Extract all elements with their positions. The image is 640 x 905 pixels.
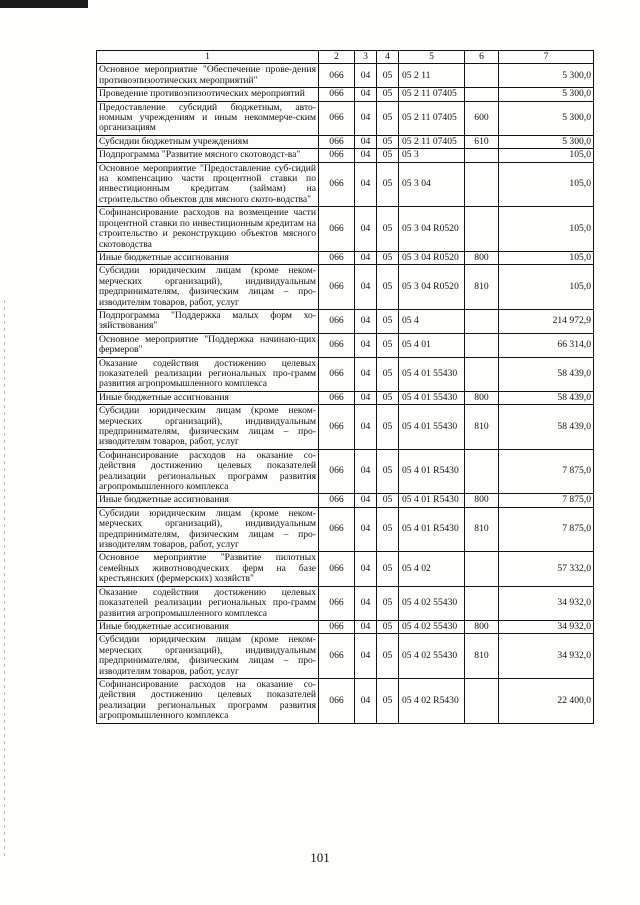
row-admin-code: 066	[319, 357, 355, 391]
row-expense-type: 800	[465, 494, 499, 507]
row-amount: 105,0	[499, 162, 594, 207]
row-subsection: 05	[377, 309, 399, 333]
row-admin-code: 066	[319, 88, 355, 101]
row-admin-code: 066	[319, 507, 355, 552]
row-amount: 34 932,0	[499, 634, 594, 679]
row-expense-type	[465, 64, 499, 88]
row-admin-code: 066	[319, 678, 355, 723]
budget-table	[96, 50, 594, 724]
row-admin-code: 066	[319, 552, 355, 586]
row-expense-type	[465, 88, 499, 101]
row-amount: 57 332,0	[499, 552, 594, 586]
row-name: Иные бюджетные ассигнования	[97, 620, 319, 633]
row-section: 04	[355, 101, 377, 135]
row-target-code: 05 4 01 55430	[399, 391, 465, 404]
row-target-code: 05 4 02 55430	[399, 634, 465, 679]
row-admin-code: 066	[319, 309, 355, 333]
row-admin-code: 066	[319, 620, 355, 633]
row-target-code: 05 4 02 55430	[399, 620, 465, 633]
table-row	[97, 64, 594, 88]
row-name: Иные бюджетные ассигнования	[97, 494, 319, 507]
row-amount: 7 875,0	[499, 494, 594, 507]
row-amount: 58 439,0	[499, 391, 594, 404]
row-admin-code: 066	[319, 333, 355, 357]
row-target-code: 05 3 04 R0520	[399, 265, 465, 310]
row-expense-type	[465, 449, 499, 494]
row-admin-code: 066	[319, 494, 355, 507]
row-name: Субсидии юридическим лицам (кроме неком-мерческих организаций), индивидуальным предпринимателям, физическим лицам – про-изводителям товаров, работ, услуг	[97, 634, 319, 679]
row-section: 04	[355, 449, 377, 494]
table-row	[97, 620, 594, 633]
row-amount: 105,0	[499, 149, 594, 162]
table-row	[97, 135, 594, 148]
table-row	[97, 634, 594, 679]
row-admin-code: 066	[319, 251, 355, 264]
row-target-code: 05 2 11	[399, 64, 465, 88]
row-section: 04	[355, 586, 377, 620]
header-col-4: 4	[377, 51, 399, 64]
row-name: Субсидии бюджетным учреждениям	[97, 135, 319, 148]
scan-edge-line	[4, 300, 5, 860]
row-section: 04	[355, 507, 377, 552]
row-section: 04	[355, 265, 377, 310]
table-row	[97, 507, 594, 552]
row-expense-type	[465, 586, 499, 620]
row-admin-code: 066	[319, 405, 355, 450]
row-subsection: 05	[377, 64, 399, 88]
row-target-code: 05 3 04	[399, 162, 465, 207]
row-subsection: 05	[377, 207, 399, 252]
header-col-2: 2	[319, 51, 355, 64]
row-amount: 34 932,0	[499, 620, 594, 633]
row-subsection: 05	[377, 251, 399, 264]
table-row	[97, 405, 594, 450]
row-name: Иные бюджетные ассигнования	[97, 251, 319, 264]
row-expense-type: 810	[465, 507, 499, 552]
row-subsection: 05	[377, 265, 399, 310]
row-expense-type	[465, 357, 499, 391]
row-subsection: 05	[377, 149, 399, 162]
table-row	[97, 586, 594, 620]
row-expense-type: 600	[465, 101, 499, 135]
row-name: Подпрограмма "Развитие мясного скотоводст-ва"	[97, 149, 319, 162]
row-amount: 5 300,0	[499, 135, 594, 148]
row-target-code: 05 4 02	[399, 552, 465, 586]
row-subsection: 05	[377, 586, 399, 620]
row-section: 04	[355, 494, 377, 507]
row-subsection: 05	[377, 135, 399, 148]
row-target-code: 05 4 01 55430	[399, 405, 465, 450]
row-subsection: 05	[377, 333, 399, 357]
row-expense-type	[465, 207, 499, 252]
row-target-code: 05 4 01	[399, 333, 465, 357]
row-section: 04	[355, 678, 377, 723]
row-expense-type: 810	[465, 265, 499, 310]
row-section: 04	[355, 620, 377, 633]
header-col-5: 5	[399, 51, 465, 64]
table-row	[97, 494, 594, 507]
row-name: Субсидии юридическим лицам (кроме неком-мерческих организаций), индивидуальным предпринимателям, физическим лицам – про-изводителям товаров, работ, услуг	[97, 265, 319, 310]
row-amount: 5 300,0	[499, 64, 594, 88]
table-row	[97, 391, 594, 404]
row-amount: 58 439,0	[499, 405, 594, 450]
row-subsection: 05	[377, 391, 399, 404]
row-section: 04	[355, 149, 377, 162]
table-row	[97, 678, 594, 723]
table-row	[97, 251, 594, 264]
row-section: 04	[355, 64, 377, 88]
row-target-code: 05 4 01 R5430	[399, 449, 465, 494]
row-name: Основное мероприятие "Обеспечение прове-дения противоэпизоотических мероприятий"	[97, 64, 319, 88]
row-amount: 5 300,0	[499, 88, 594, 101]
row-amount: 5 300,0	[499, 101, 594, 135]
row-target-code: 05 3	[399, 149, 465, 162]
row-admin-code: 066	[319, 135, 355, 148]
row-name: Основное мероприятие "Предоставление суб-сидий на компенсацию части процентной ставки по инвестиционным кредитам (займам) на строительство объектов для мясного ското-водства"	[97, 162, 319, 207]
table-row	[97, 449, 594, 494]
row-name: Иные бюджетные ассигнования	[97, 391, 319, 404]
row-expense-type: 800	[465, 391, 499, 404]
row-admin-code: 066	[319, 207, 355, 252]
table-row	[97, 162, 594, 207]
row-section: 04	[355, 162, 377, 207]
row-section: 04	[355, 634, 377, 679]
row-amount: 22 400,0	[499, 678, 594, 723]
row-target-code: 05 3 04 R0520	[399, 251, 465, 264]
row-subsection: 05	[377, 357, 399, 391]
row-subsection: 05	[377, 494, 399, 507]
row-expense-type	[465, 309, 499, 333]
row-target-code: 05 4 01 55430	[399, 357, 465, 391]
row-expense-type	[465, 552, 499, 586]
header-col-1: 1	[97, 51, 319, 64]
row-admin-code: 066	[319, 101, 355, 135]
row-section: 04	[355, 135, 377, 148]
row-section: 04	[355, 357, 377, 391]
row-amount: 7 875,0	[499, 507, 594, 552]
row-subsection: 05	[377, 620, 399, 633]
row-admin-code: 066	[319, 586, 355, 620]
header-row	[97, 51, 594, 64]
row-name: Основное мероприятие "Развитие пилотных семейных животноводческих ферм на базе крестьянских (фермерских) хозяйств"	[97, 552, 319, 586]
row-target-code: 05 2 11 07405	[399, 135, 465, 148]
row-subsection: 05	[377, 449, 399, 494]
row-expense-type	[465, 162, 499, 207]
row-expense-type	[465, 149, 499, 162]
scan-artifact-bar	[0, 0, 88, 8]
row-subsection: 05	[377, 552, 399, 586]
table-row	[97, 101, 594, 135]
row-amount: 105,0	[499, 265, 594, 310]
row-admin-code: 066	[319, 391, 355, 404]
row-subsection: 05	[377, 162, 399, 207]
row-section: 04	[355, 207, 377, 252]
row-section: 04	[355, 251, 377, 264]
table-row	[97, 88, 594, 101]
row-subsection: 05	[377, 634, 399, 679]
row-name: Подпрограмма "Поддержка малых форм хо-зяйствования"	[97, 309, 319, 333]
row-target-code: 05 4 01 R5430	[399, 507, 465, 552]
row-name: Проведение противоэпизоотических мероприятий	[97, 88, 319, 101]
row-section: 04	[355, 309, 377, 333]
row-section: 04	[355, 552, 377, 586]
row-subsection: 05	[377, 101, 399, 135]
row-target-code: 05 4 01 R5430	[399, 494, 465, 507]
row-admin-code: 066	[319, 634, 355, 679]
row-amount: 34 932,0	[499, 586, 594, 620]
row-subsection: 05	[377, 405, 399, 450]
table-row	[97, 309, 594, 333]
row-admin-code: 066	[319, 449, 355, 494]
row-target-code: 05 2 11 07405	[399, 88, 465, 101]
row-admin-code: 066	[319, 64, 355, 88]
row-section: 04	[355, 405, 377, 450]
row-amount: 58 439,0	[499, 357, 594, 391]
row-name: Софинансирование расходов на оказание со-действия достижению целевых показателей реализации региональных программ развития агропромышленного комплекса	[97, 678, 319, 723]
row-section: 04	[355, 333, 377, 357]
table-row	[97, 552, 594, 586]
row-expense-type: 610	[465, 135, 499, 148]
row-admin-code: 066	[319, 149, 355, 162]
page-number: 101	[310, 850, 330, 865]
row-name: Софинансирование расходов на возмещение части процентной ставки по инвестиционным кредитам на строительство и реконструкцию объектов мясного скотоводства	[97, 207, 319, 252]
row-name: Софинансирование расходов на оказание со-действия достижению целевых показателей реализации региональных программ развития агропромышленного комплекса	[97, 449, 319, 494]
row-name: Оказание содействия достижению целевых показателей реализации региональных про-грамм развития агропромышленного комплекса	[97, 357, 319, 391]
row-expense-type: 800	[465, 620, 499, 633]
row-target-code: 05 3 04 R0520	[399, 207, 465, 252]
row-amount: 66 314,0	[499, 333, 594, 357]
row-name: Предоставление субсидий бюджетным, авто-номным учреждениям и иным некоммерче-ским организациям	[97, 101, 319, 135]
row-target-code: 05 4 02 55430	[399, 586, 465, 620]
table-row	[97, 265, 594, 310]
row-subsection: 05	[377, 678, 399, 723]
header-col-7: 7	[499, 51, 594, 64]
row-expense-type	[465, 333, 499, 357]
row-name: Субсидии юридическим лицам (кроме неком-мерческих организаций), индивидуальным предпринимателям, физическим лицам – про-изводителям товаров, работ, услуг	[97, 507, 319, 552]
row-admin-code: 066	[319, 265, 355, 310]
row-target-code: 05 2 11 07405	[399, 101, 465, 135]
row-amount: 214 972,9	[499, 309, 594, 333]
row-subsection: 05	[377, 507, 399, 552]
table-row	[97, 357, 594, 391]
row-section: 04	[355, 391, 377, 404]
row-target-code: 05 4 02 R5430	[399, 678, 465, 723]
row-expense-type: 810	[465, 405, 499, 450]
row-subsection: 05	[377, 88, 399, 101]
row-expense-type: 800	[465, 251, 499, 264]
header-col-6: 6	[465, 51, 499, 64]
row-amount: 105,0	[499, 251, 594, 264]
table-row	[97, 207, 594, 252]
row-name: Оказание содействия достижению целевых показателей реализации региональных про-грамм развития агропромышленного комплекса	[97, 586, 319, 620]
row-amount: 7 875,0	[499, 449, 594, 494]
row-expense-type: 810	[465, 634, 499, 679]
row-section: 04	[355, 88, 377, 101]
row-expense-type	[465, 678, 499, 723]
table-row	[97, 333, 594, 357]
row-name: Субсидии юридическим лицам (кроме неком-мерческих организаций), индивидуальным предпринимателям, физическим лицам – про-изводителям товаров, работ, услуг	[97, 405, 319, 450]
row-target-code: 05 4	[399, 309, 465, 333]
row-admin-code: 066	[319, 162, 355, 207]
table-row	[97, 149, 594, 162]
row-name: Основное мероприятие "Поддержка начинаю-щих фермеров"	[97, 333, 319, 357]
header-col-3: 3	[355, 51, 377, 64]
row-amount: 105,0	[499, 207, 594, 252]
table-body	[97, 64, 594, 723]
